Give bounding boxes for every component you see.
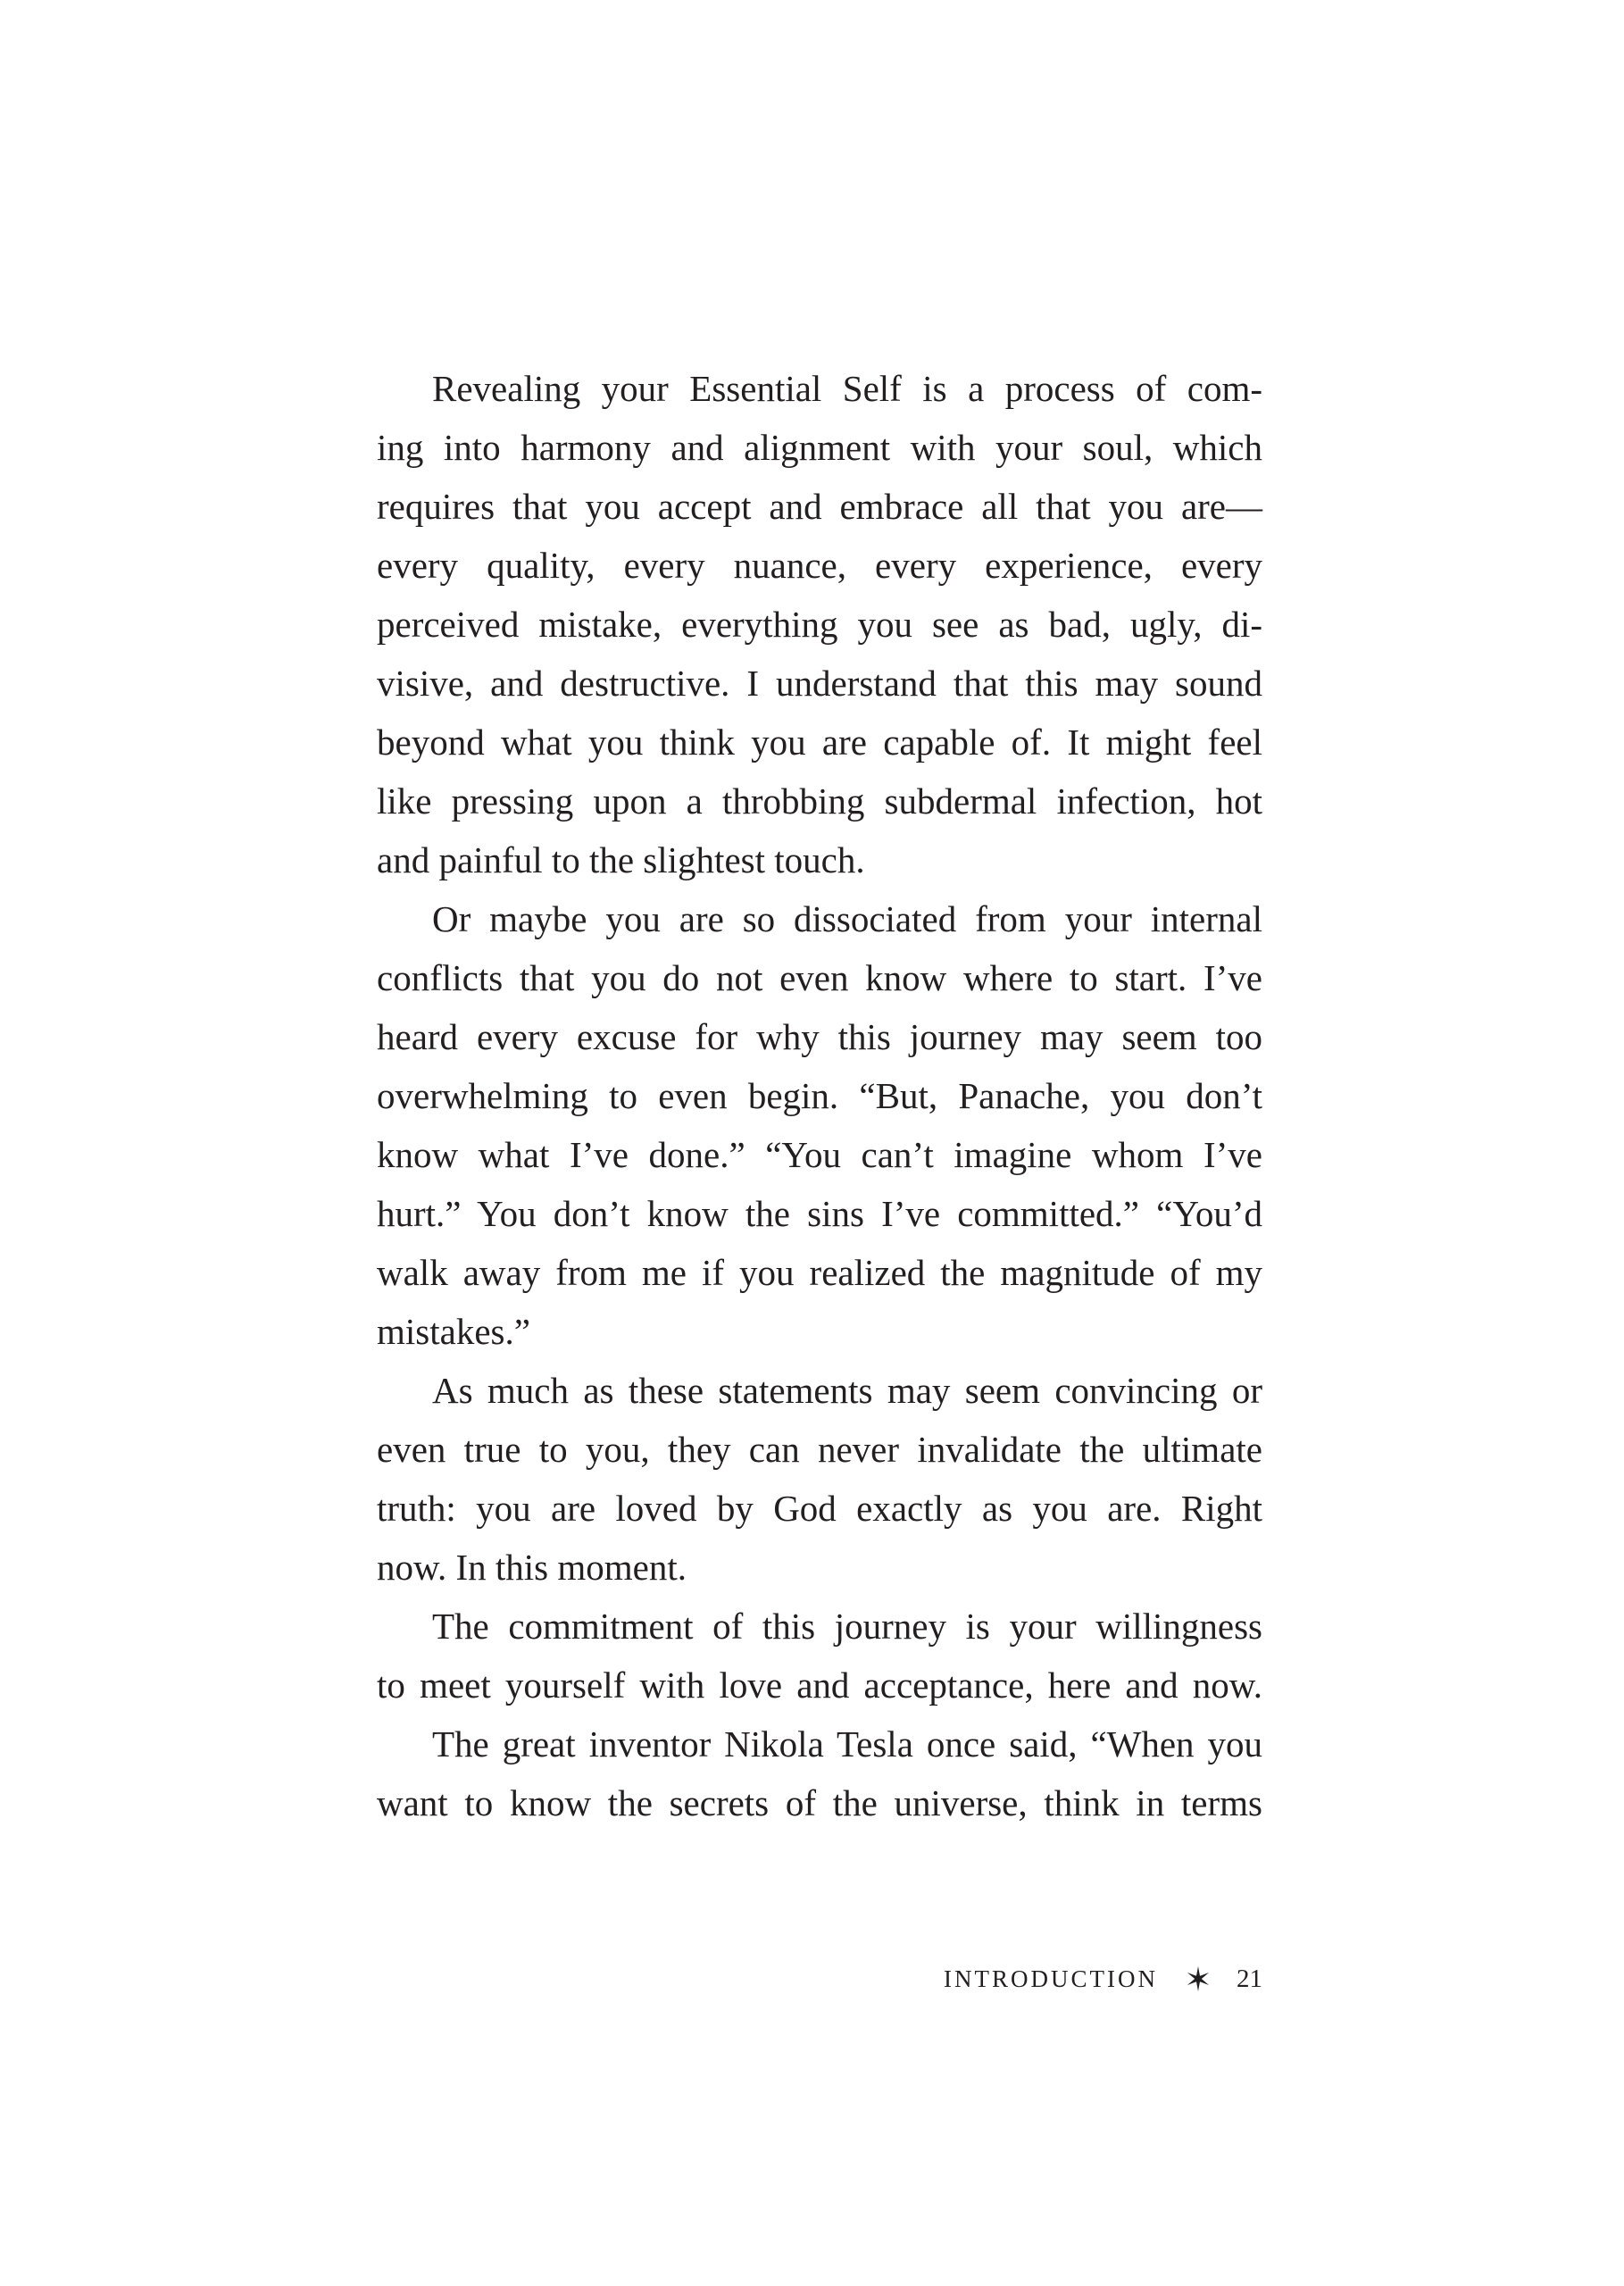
text-line: even true to you, they can never invalidate the ultimate (377, 1429, 1262, 1470)
text-line: know what I’ve done.” “You can’t imagine whom I’ve (377, 1134, 1262, 1175)
six-point-asterisk-icon (1185, 1965, 1212, 1992)
text-line: perceived mistake, everything you see as bad, ugly, di- (377, 604, 1262, 645)
text-line: The great inventor Nikola Tesla once said, “When you (432, 1723, 1262, 1765)
text-line: overwhelming to even begin. “But, Panache, you don’t (377, 1075, 1262, 1116)
text-line: heard every excuse for why this journey may seem too (377, 1016, 1262, 1057)
paragraph-5 (377, 1714, 1262, 1832)
text-line: The commitment of this journey is your willingness (432, 1606, 1262, 1647)
text-line: requires that you accept and embrace all that you are— (377, 486, 1262, 527)
text-line: hurt.” You don’t know the sins I’ve committed.” “You’d (377, 1193, 1262, 1234)
text-line: ing into harmony and alignment with your soul, which (377, 427, 1262, 468)
paragraph-2 (377, 889, 1262, 1361)
text-line: walk away from me if you realized the magnitude of my (377, 1252, 1262, 1293)
text-line: truth: you are loved by God exactly as you are. Right (377, 1488, 1262, 1529)
text-line: visive, and destructive. I understand that this may sound (377, 663, 1262, 704)
text-line: like pressing upon a throbbing subdermal infection, hot (377, 780, 1262, 822)
body-text (377, 359, 1262, 1832)
text-line: every quality, every nuance, every experience, every (377, 545, 1262, 586)
text-line: Revealing your Essential Self is a process of com- (432, 368, 1262, 409)
text-line: and painful to the slightest touch. (377, 839, 865, 880)
page-footer (893, 1961, 1262, 1997)
paragraph-1 (377, 359, 1262, 889)
text-line: now. In this moment. (377, 1547, 687, 1588)
text-line: Or maybe you are so dissociated from your internal (432, 898, 1262, 939)
text-line: As much as these statements may seem convincing or (432, 1370, 1262, 1411)
paragraph-4 (377, 1597, 1262, 1714)
text-line: want to know the secrets of the universe, think in terms (377, 1782, 1262, 1823)
text-line: to meet yourself with love and acceptance, here and now. (377, 1664, 1262, 1706)
text-line: conflicts that you do not even know where to start. I’ve (377, 957, 1262, 998)
text-line: mistakes.” (377, 1311, 530, 1352)
paragraph-3 (377, 1361, 1262, 1597)
running-head: INTRODUCTION (944, 1965, 1158, 1992)
text-line: beyond what you think you are capable of. It might feel (377, 722, 1262, 763)
page-number: 21 (1237, 1964, 1262, 1993)
